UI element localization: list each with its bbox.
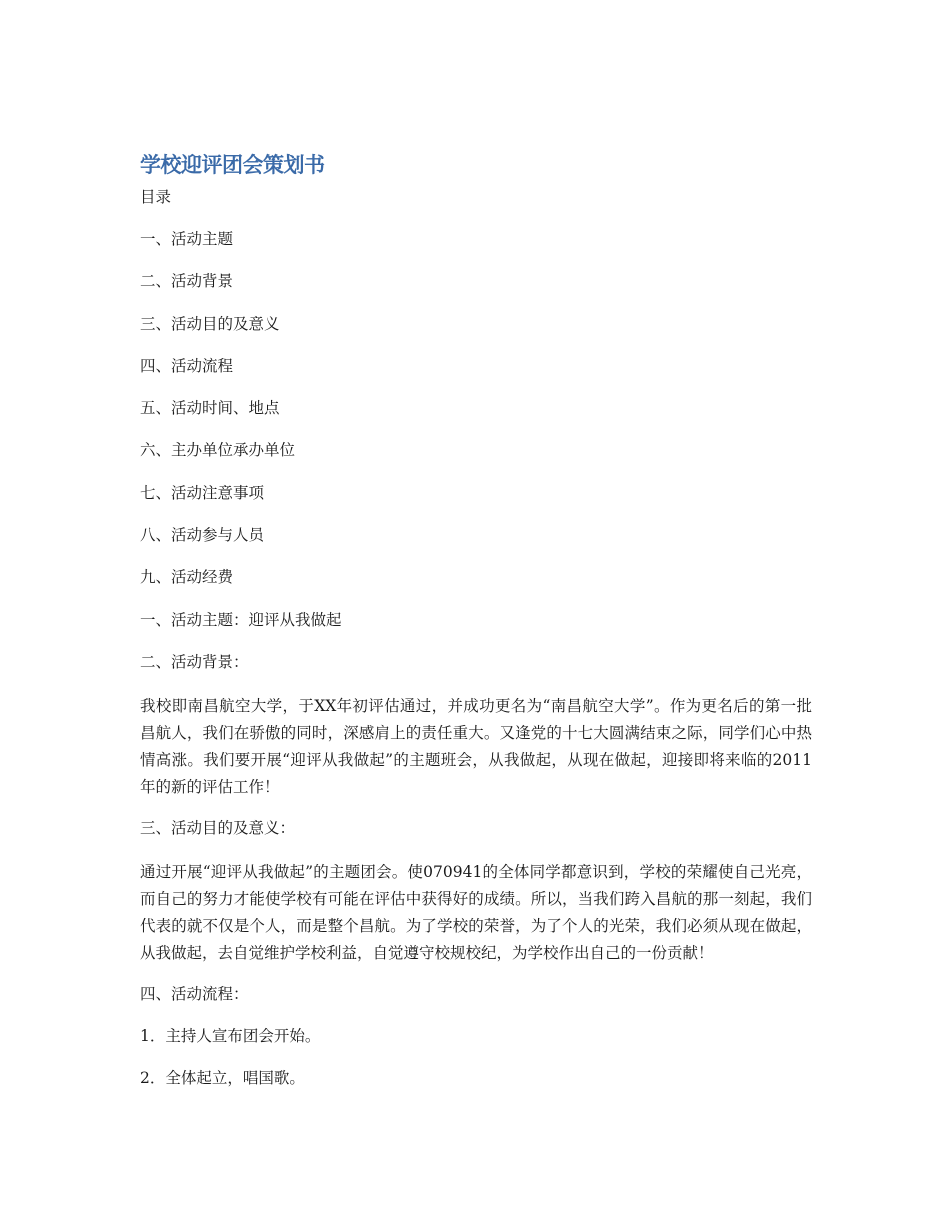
section-background-text: 我校即南昌航空大学，于XX年初评估通过，并成功更名为“南昌航空大学”。作为更名后的第一批昌航人，我们在骄傲的同时，深感肩上的责任重大。又逢党的十七大圆满结束之际，同学们心中热情高涨。我们要开展“迎评从我做起”的主题班会，从我做起，从现在做起，迎接即将来临的2011年的新的评估工作！ (140, 696, 812, 796)
toc-item-purpose: 三、活动目的及意义 (140, 314, 280, 333)
toc-item-funding: 九、活动经费 (140, 568, 234, 587)
process-step-2: 2．全体起立，唱国歌。 (140, 1068, 305, 1087)
document-title: 学校迎评团会策划书 (140, 153, 325, 177)
toc-item-time-place: 五、活动时间、地点 (140, 399, 280, 418)
section-purpose-heading: 三、活动目的及意义： (140, 818, 296, 837)
section-process-heading: 四、活动流程： (140, 984, 249, 1003)
toc-item-participants: 八、活动参与人员 (140, 526, 265, 545)
table-of-contents (140, 228, 812, 588)
document-page (140, 150, 812, 1109)
toc-item-organizers: 六、主办单位承办单位 (140, 441, 296, 460)
toc-item-notes: 七、活动注意事项 (140, 483, 265, 502)
toc-item-theme: 一、活动主题 (140, 230, 234, 248)
process-step-1: 1．主持人宣布团会开始。 (140, 1026, 321, 1045)
toc-label: 目录 (140, 188, 172, 206)
toc-item-background: 二、活动背景 (140, 272, 234, 291)
section-theme: 一、活动主题：迎评从我做起 (140, 610, 342, 629)
section-purpose-text: 通过开展“迎评从我做起”的主题团会。使070941的全体同学都意识到，学校的荣耀使自己光亮，而自己的努力才能使学校有可能在评估中获得好的成绩。所以，当我们跨入昌航的那一刻起，我们代表的就不仅是个人，而是整个昌航。为了学校的荣誉，为了个人的光荣，我们必须从现在做起，从我做起，去自觉维护学校利益，自觉遵守校规校纪，为学校作出自己的一份贡献！ (140, 862, 812, 962)
section-background-heading: 二、活动背景： (140, 652, 249, 671)
toc-item-process: 四、活动流程 (140, 356, 234, 375)
